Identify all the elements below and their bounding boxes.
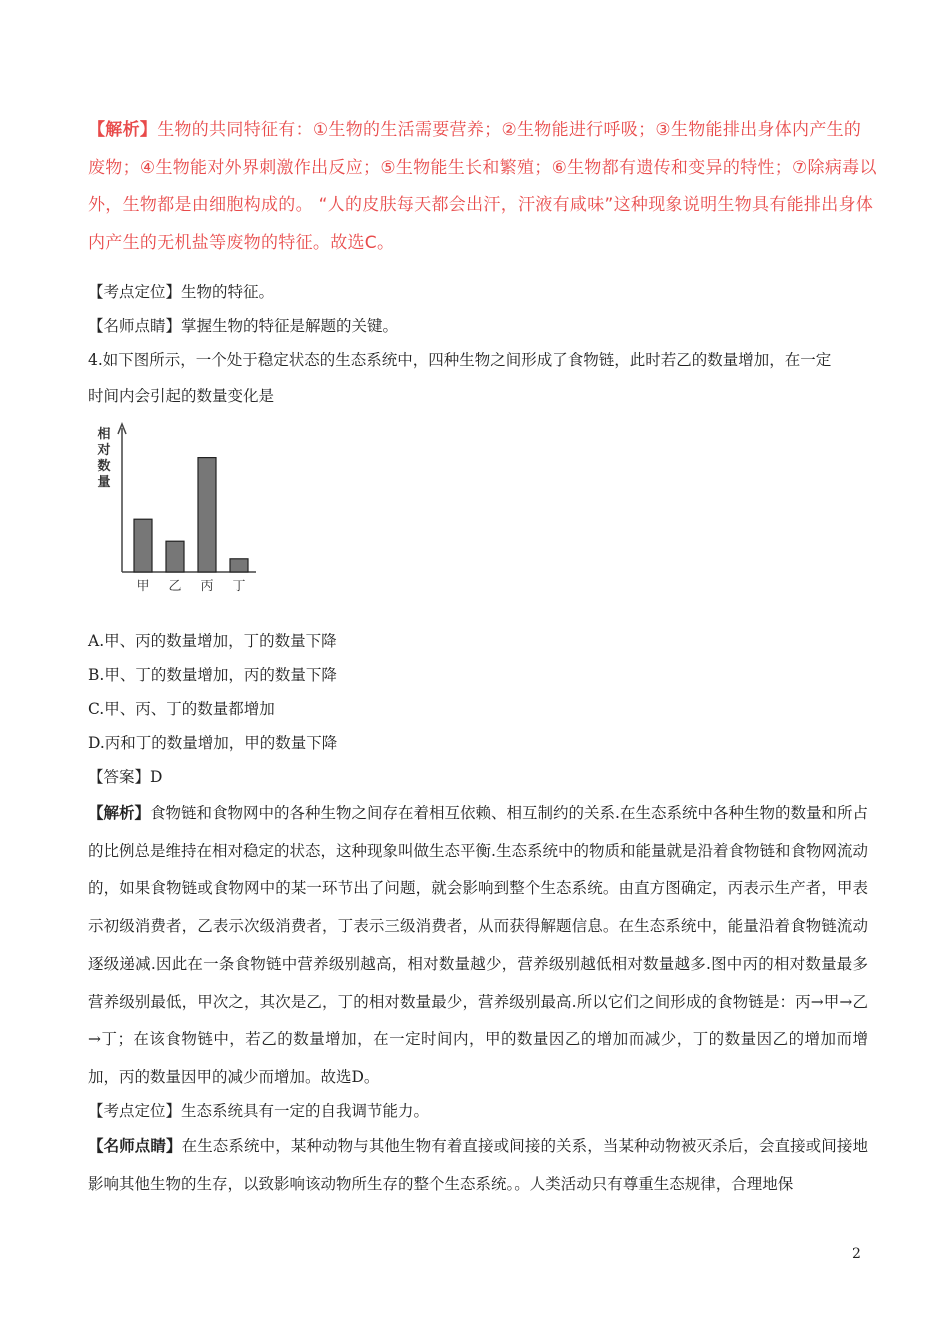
- y-axis-label-char: 数: [97, 459, 111, 474]
- previous-analysis: [88, 112, 878, 262]
- option-d: D.丙和丁的数量增加，甲的数量下降: [88, 734, 338, 752]
- mingshi-previous: [88, 316, 398, 336]
- answer-tag: 【答案】: [88, 768, 151, 786]
- analysis-text: 食物链和食物网中的各种生物之间存在着相互依赖、相互制约的关系.在生态系统中各种生物的数量和所占的比例总是维持在相对稳定的状态，这种现象叫做生态平衡.生态系统中的物质和能量就是沿着食物链和食物网流动的，如果食物链或食物网中的某一环节出了问题，就会影响到整个生态系统。由直方图确定，丙表示生产者，甲表示初级消费者，乙表示次级消费者，丁表示三级消费者，从而获得解题信息。在生态系统中，能量沿着食物链流动逐级递减.因此在一条食物链中营养级别越高，相对数量越少，营养级别越低相对数量越多.图中丙的相对数量最多营养级别最低，甲次之，其次是乙，丁的相对数量最少，营养级别最高.所以它们之间形成的食物链是：丙→甲→乙→丁；在该食物链中，若乙的数量增加，在一定时间内，甲的数量因乙的增加而减少，丁的数量因乙的增加而增加，丙的数量因甲的减少而增加。故选D。: [88, 804, 868, 1086]
- bar-1: [134, 519, 152, 572]
- bar-4: [230, 559, 248, 572]
- question-4-line-2: 时间内会引起的数量变化是: [88, 387, 275, 405]
- kaodian-tag: 【考点定位】: [88, 1102, 182, 1120]
- x-tick-label: 丙: [200, 579, 214, 594]
- y-axis-label-char: 量: [97, 475, 111, 490]
- option-b: B.甲、丁的数量增加，丙的数量下降: [88, 666, 337, 684]
- answer: [88, 767, 162, 787]
- kaodian: [88, 1101, 429, 1121]
- bar-2: [166, 541, 184, 572]
- answer-text: D: [150, 768, 163, 786]
- analysis-tag: 【解析】: [88, 120, 158, 140]
- kaodian-text: 生态系统具有一定的自我调节能力。: [181, 1102, 430, 1120]
- mingshi-tag: 【名师点睛】: [88, 317, 182, 335]
- kaodian-text: 生物的特征。: [181, 283, 275, 301]
- y-axis-label-char: 对: [97, 443, 111, 458]
- page-number: 2: [852, 1246, 861, 1262]
- bar-3: [198, 458, 216, 572]
- option-a: A.甲、丙的数量增加，丁的数量下降: [88, 632, 337, 650]
- kaodian-tag: 【考点定位】: [88, 283, 182, 301]
- mingshi-text: 掌握生物的特征是解题的关键。: [181, 317, 399, 335]
- mingshi: [88, 1127, 868, 1203]
- option-c: C.甲、丙、丁的数量都增加: [88, 700, 275, 718]
- analysis: [88, 794, 868, 1097]
- x-tick-label: 丁: [232, 579, 246, 594]
- kaodian-previous: [88, 282, 274, 302]
- mingshi-text: 在生态系统中，某种动物与其他生物有着直接或间接的关系，当某种动物被灭杀后，会直接或间接地影响其他生物的生存，以致影响该动物所生存的整个生态系统。。人类活动只有尊重生态规律，合理地保: [88, 1137, 868, 1193]
- x-tick-label: 乙: [168, 579, 182, 594]
- bar-chart: [96, 412, 276, 602]
- question-4-line-1: 4.如下图所示，一个处于稳定状态的生态系统中，四种生物之间形成了食物链，此时若乙的数量增加，在一定: [88, 351, 832, 369]
- x-tick-label: 甲: [136, 579, 150, 594]
- analysis-text: 生物的共同特征有：①生物的生活需要营养；②生物能进行呼吸；③生物能排出身体内产生的废物；④生物能对外界刺激作出反应；⑤生物能生长和繁殖；⑥生物都有遗传和变异的特性；⑦除病毒以外，生物都是由细胞构成的。 “人的皮肤每天都会出汗，汗液有咸味”这种现象说明生物具有能排出身体内产生的无机盐等废物的特征。故选C。: [88, 120, 877, 253]
- y-axis-label-char: 相: [97, 427, 111, 442]
- mingshi-tag: 【名师点睛】: [88, 1136, 182, 1155]
- analysis-tag: 【解析】: [88, 803, 151, 822]
